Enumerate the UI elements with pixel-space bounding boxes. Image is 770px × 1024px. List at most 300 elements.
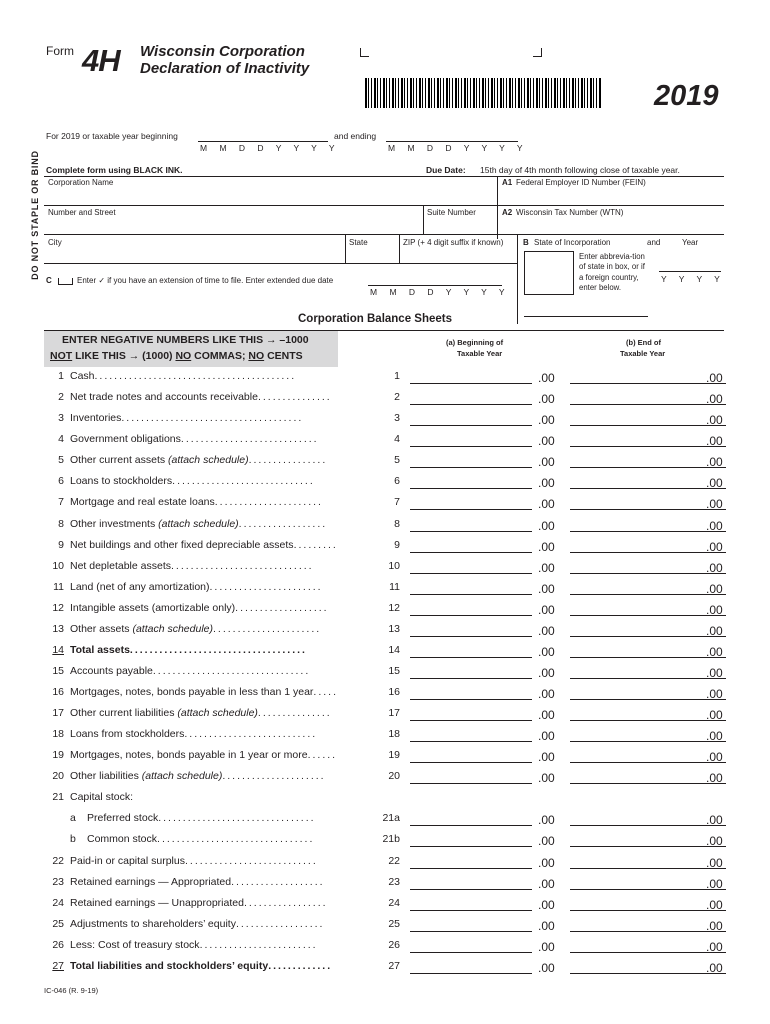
amount-field-end[interactable]: [570, 636, 726, 637]
cents-end: .00: [706, 750, 723, 764]
line-ref: 19: [388, 749, 400, 761]
line-number: 5: [58, 454, 64, 466]
line-ref: 16: [388, 686, 400, 698]
amount-field-end[interactable]: [570, 699, 726, 700]
amount-field-beginning[interactable]: [410, 425, 532, 426]
balance-line-10: [44, 560, 734, 581]
line-number: 6: [58, 475, 64, 487]
amount-field-beginning[interactable]: [410, 868, 532, 869]
balance-line-21a: [44, 812, 734, 833]
amount-field-end[interactable]: [570, 678, 726, 679]
amount-field-end[interactable]: [570, 383, 726, 384]
line-label: Intangible assets (amortizable only): [70, 602, 236, 614]
line-ref: 5: [394, 454, 400, 466]
cents-beginning: .00: [538, 687, 555, 701]
row4-rule: [44, 263, 517, 264]
amount-field-end[interactable]: [570, 531, 726, 532]
balance-line-2: [44, 391, 734, 412]
line-number: 25: [52, 918, 64, 930]
line-description: [70, 581, 370, 593]
amount-field-beginning[interactable]: [410, 615, 532, 616]
amount-field-beginning[interactable]: [410, 446, 532, 447]
line-label: Mortgage and real estate loans: [70, 496, 215, 508]
line-number: 22: [52, 855, 64, 867]
amount-field-beginning[interactable]: [410, 573, 532, 574]
amount-field-beginning[interactable]: [410, 467, 532, 468]
line-description: [70, 518, 370, 530]
balance-line-3: [44, 412, 734, 433]
incorp-and-label: and: [647, 238, 661, 247]
line-ref: 1: [394, 370, 400, 382]
cents-beginning: .00: [538, 729, 555, 743]
amount-field-beginning[interactable]: [410, 741, 532, 742]
line-label: Mortgages, notes, bonds payable in 1 year or more: [70, 749, 308, 761]
line-number: 17: [52, 707, 64, 719]
line-description: [70, 602, 370, 614]
row2-rule: [44, 205, 724, 206]
line-description: [70, 644, 370, 656]
line-ref: 20: [388, 770, 400, 782]
amount-field-beginning[interactable]: [410, 952, 532, 953]
amount-field-end[interactable]: [570, 404, 726, 405]
leader-dots: .........................................: [94, 370, 297, 382]
line-ref: 14: [388, 644, 400, 656]
amount-field-beginning[interactable]: [410, 931, 532, 932]
cents-end: .00: [706, 729, 723, 743]
amount-field-end[interactable]: [570, 973, 726, 974]
line-ref: 12: [388, 602, 400, 614]
line-number: 13: [52, 623, 64, 635]
line-description: [70, 855, 370, 867]
balance-line-21: [44, 791, 734, 812]
amount-field-end[interactable]: [570, 741, 726, 742]
line-ref: 11: [389, 581, 400, 593]
leader-dots: ......................: [213, 623, 322, 635]
cents-end: .00: [706, 582, 723, 596]
line-description: [70, 897, 370, 909]
line-label: Other current liabilities: [70, 707, 178, 719]
cents-beginning: .00: [538, 919, 555, 933]
line-number: 19: [52, 749, 64, 761]
city-label: City: [48, 238, 62, 247]
amount-field-beginning[interactable]: [410, 762, 532, 763]
cents-beginning: .00: [538, 771, 555, 785]
info-top-rule: [44, 176, 724, 177]
period-beginning-format: M M D D Y Y Y Y: [200, 143, 340, 153]
cents-beginning: .00: [538, 603, 555, 617]
cents-end: .00: [706, 877, 723, 891]
line-label: Loans to stockholders: [70, 475, 173, 487]
balance-line-17: [44, 707, 734, 728]
amount-field-beginning[interactable]: [410, 383, 532, 384]
amount-field-beginning[interactable]: [410, 889, 532, 890]
line-description: [70, 496, 370, 508]
line-label: Retained earnings — Appropriated: [70, 876, 232, 888]
line-description: [70, 918, 370, 930]
negative-no-1: NO: [175, 350, 192, 362]
fein-divider: [497, 176, 498, 239]
leader-dots: ...................: [231, 876, 325, 888]
cents-beginning: .00: [538, 813, 555, 827]
balance-line-4: [44, 433, 734, 454]
line-number: 21: [52, 791, 64, 803]
line-ref: 6: [394, 475, 400, 487]
line-description: [70, 686, 370, 698]
suite-divider: [423, 205, 424, 234]
leader-dots: .......................: [209, 581, 323, 593]
negative-line1: ENTER NEGATIVE NUMBERS LIKE THIS → –1000: [62, 334, 309, 346]
line-label: Total assets: [70, 644, 130, 656]
cents-beginning: .00: [538, 666, 555, 680]
zip-label: ZIP (+ 4 digit suffix if known): [403, 238, 504, 247]
amount-field-end[interactable]: [570, 931, 726, 932]
amount-field-beginning[interactable]: [410, 910, 532, 911]
line-label: Common stock: [87, 833, 158, 845]
line-description: [70, 560, 370, 572]
incorp-year-field[interactable]: [659, 271, 721, 272]
negative-like-this: LIKE THIS → (1000): [75, 350, 173, 362]
line-ref: 3: [394, 412, 400, 424]
cents-end: .00: [706, 687, 723, 701]
leader-dots: ...............: [257, 391, 332, 403]
cents-beginning: .00: [538, 371, 555, 385]
amount-field-beginning[interactable]: [410, 657, 532, 658]
amount-field-beginning[interactable]: [410, 825, 532, 826]
cents-end: .00: [706, 666, 723, 680]
balance-line-24: [44, 897, 734, 918]
cents-end: .00: [706, 476, 723, 490]
negative-no-2: NO: [248, 350, 265, 362]
line-ref: 21a: [382, 812, 400, 824]
line-note: (attach schedule): [132, 623, 213, 635]
amount-field-beginning[interactable]: [410, 699, 532, 700]
line-note: (attach schedule): [168, 454, 249, 466]
amount-field-end[interactable]: [570, 594, 726, 595]
zip-divider: [399, 234, 400, 263]
balance-line-22: [44, 855, 734, 876]
ext-text: Enter ✓ if you have an extension of time to file. Enter extended due date: [77, 276, 334, 285]
amount-field-beginning[interactable]: [410, 552, 532, 553]
cents-end: .00: [706, 561, 723, 575]
balance-line-5: [44, 454, 734, 475]
leader-dots: ...............: [257, 707, 332, 719]
line-ref: 22: [388, 855, 400, 867]
line-number: 24: [52, 897, 64, 909]
cents-end: .00: [706, 813, 723, 827]
corner-mark-right: [533, 48, 542, 57]
row3-rule: [44, 234, 724, 235]
line-number: 2: [58, 391, 64, 403]
line-note: (attach schedule): [141, 770, 223, 782]
amount-field-end[interactable]: [570, 952, 726, 953]
amount-field-end[interactable]: [570, 509, 726, 510]
cents-end: .00: [706, 940, 723, 954]
amount-field-beginning[interactable]: [410, 720, 532, 721]
incorp-label: State of Incorporation: [534, 238, 611, 247]
amount-field-beginning[interactable]: [410, 846, 532, 847]
cents-beginning: .00: [538, 961, 555, 975]
balance-line-19: [44, 749, 734, 770]
line-ref: 8: [394, 518, 400, 530]
line-description: [70, 770, 370, 782]
fein-label: Federal Employer ID Number (FEIN): [516, 178, 646, 187]
line-description: [70, 454, 370, 466]
line-number: 20: [52, 770, 64, 782]
cents-end: .00: [706, 898, 723, 912]
ext-checkbox[interactable]: [58, 278, 73, 285]
negative-not: NOT: [50, 350, 73, 362]
cents-beginning: .00: [538, 856, 555, 870]
cents-end: .00: [706, 392, 723, 406]
leader-dots: ................................: [158, 812, 316, 824]
line-label: Adjustments to shareholders’ equity: [70, 918, 236, 930]
amount-field-beginning[interactable]: [410, 509, 532, 510]
line-description: [70, 391, 370, 403]
balance-line-23: [44, 876, 734, 897]
line-label: Net trade notes and accounts receivable: [70, 391, 258, 403]
line-ref: 21b: [382, 833, 400, 845]
balance-heading: Corporation Balance Sheets: [298, 313, 453, 325]
cents-end: .00: [706, 771, 723, 785]
cents-end: .00: [706, 961, 723, 975]
footer-form-code: IC-046 (R. 9-19): [44, 986, 99, 995]
line-note: (attach schedule): [177, 707, 258, 719]
cents-beginning: .00: [538, 392, 555, 406]
line-label: Accounts payable: [70, 665, 153, 677]
line-label: Paid-in or capital surplus: [70, 855, 185, 867]
period-beginning-field[interactable]: [198, 141, 328, 142]
line-number: 15: [52, 665, 64, 677]
amount-field-end[interactable]: [570, 762, 726, 763]
balance-line-14: [44, 644, 734, 665]
wtn-label: Wisconsin Tax Number (WTN): [516, 208, 624, 217]
line-label: Less: Cost of treasury stock: [70, 939, 200, 951]
leader-dots: ............................: [180, 433, 319, 445]
due-label: Due Date:: [426, 165, 466, 175]
line-ref: 18: [388, 728, 400, 740]
leader-dots: ................: [248, 454, 328, 466]
period-ending-field[interactable]: [386, 141, 518, 142]
corp-name-label: Corporation Name: [48, 178, 114, 187]
cents-end: .00: [706, 603, 723, 617]
street-label: Number and Street: [48, 208, 116, 217]
line-description: [70, 707, 370, 719]
cents-end: .00: [706, 540, 723, 554]
cents-beginning: .00: [538, 519, 555, 533]
line-number: 7: [58, 496, 64, 508]
abbrev-text: Enter abbrevia-tion of state in box, or if a foreign country, enter below.: [579, 252, 645, 292]
line-ref: 13: [388, 623, 400, 635]
amount-field-end[interactable]: [570, 825, 726, 826]
line-description: [70, 728, 370, 740]
line-number: 26: [52, 939, 64, 951]
line-number: b: [70, 833, 76, 845]
cents-beginning: .00: [538, 413, 555, 427]
cents-beginning: .00: [538, 645, 555, 659]
balance-line-8: [44, 518, 734, 539]
amount-field-end[interactable]: [570, 615, 726, 616]
amount-field-end[interactable]: [570, 573, 726, 574]
balance-line-6: [44, 475, 734, 496]
line-ref: 9: [394, 539, 400, 551]
form-year: 2019: [654, 80, 719, 112]
period-ending-label: and ending: [334, 131, 377, 141]
amount-field-end[interactable]: [570, 552, 726, 553]
line-description: [70, 960, 370, 972]
line-description: [70, 876, 370, 888]
cents-beginning: .00: [538, 708, 555, 722]
line-description: [70, 370, 370, 382]
negative-commas: COMMAS;: [194, 350, 246, 362]
line-description: [70, 433, 370, 445]
amount-field-beginning[interactable]: [410, 636, 532, 637]
amount-field-end[interactable]: [570, 425, 726, 426]
line-description: [70, 939, 370, 951]
amount-field-end[interactable]: [570, 910, 726, 911]
line-ref: 27: [388, 960, 400, 972]
amount-field-end[interactable]: [570, 446, 726, 447]
line-number: 8: [58, 518, 64, 530]
form-number: 4H: [82, 43, 120, 78]
line-label: Net depletable assets: [70, 560, 171, 572]
cents-beginning: .00: [538, 497, 555, 511]
cents-beginning: .00: [538, 750, 555, 764]
line-ref: 24: [388, 897, 400, 909]
cents-end: .00: [706, 371, 723, 385]
negative-cents: CENTS: [267, 350, 303, 362]
foreign-country-field[interactable]: [524, 316, 648, 317]
line-number: 18: [52, 728, 64, 740]
leader-dots: ................................: [157, 833, 315, 845]
cents-beginning: .00: [538, 476, 555, 490]
state-label: State: [349, 238, 368, 247]
leader-dots: ...........................: [184, 855, 318, 867]
line-number: 4: [58, 433, 64, 445]
line-number: 10: [52, 560, 64, 572]
balance-line-27: [44, 960, 734, 981]
col-b-header-2: Taxable Year: [620, 349, 666, 358]
balance-line-20: [44, 770, 734, 791]
line-label: Other current assets: [70, 454, 169, 466]
incorp-code: B: [523, 238, 529, 247]
leader-dots: ...........................: [184, 728, 318, 740]
leader-dots: ....................................: [129, 644, 307, 656]
balance-line-25: [44, 918, 734, 939]
line-number: a: [70, 812, 76, 824]
cents-beginning: .00: [538, 540, 555, 554]
leader-dots: ..................: [235, 918, 325, 930]
leader-dots: .........: [293, 539, 338, 551]
amount-field-end[interactable]: [570, 720, 726, 721]
leader-dots: ......: [307, 749, 338, 761]
cents-beginning: .00: [538, 877, 555, 891]
line-ref: 2: [394, 391, 400, 403]
amount-field-end[interactable]: [570, 846, 726, 847]
col-a-header-2: Taxable Year: [457, 349, 503, 358]
amount-field-end[interactable]: [570, 889, 726, 890]
amount-field-beginning[interactable]: [410, 531, 532, 532]
form-label: Form: [46, 44, 74, 58]
balance-line-7: [44, 496, 734, 517]
line-label: Loans from stockholders: [70, 728, 185, 740]
line-ref: 23: [388, 876, 400, 888]
ext-date-format: M M D D Y Y Y Y: [370, 287, 510, 297]
line-description: [70, 475, 370, 487]
ink-note: Complete form using BLACK INK.: [46, 165, 183, 175]
leader-dots: .............................: [172, 475, 315, 487]
balance-line-13: [44, 623, 734, 644]
cents-beginning: .00: [538, 434, 555, 448]
line-label: Government obligations: [70, 433, 181, 445]
amount-field-beginning[interactable]: [410, 783, 532, 784]
line-label: Capital stock:: [70, 791, 134, 803]
amount-field-end[interactable]: [570, 783, 726, 784]
line-ref: 4: [394, 433, 400, 445]
line-label: Land (net of any amortization): [70, 581, 210, 593]
amount-field-beginning[interactable]: [410, 404, 532, 405]
line-description: [70, 791, 370, 803]
line-number: 12: [52, 602, 64, 614]
amount-field-end[interactable]: [570, 657, 726, 658]
amount-field-beginning[interactable]: [410, 594, 532, 595]
line-description: [87, 812, 370, 824]
line-label: Other investments: [70, 518, 159, 530]
amount-field-beginning[interactable]: [410, 973, 532, 974]
line-ref: 10: [388, 560, 400, 572]
cents-beginning: .00: [538, 624, 555, 638]
side-text: DO NOT STAPLE OR BIND: [30, 150, 40, 280]
amount-field-beginning[interactable]: [410, 678, 532, 679]
cents-end: .00: [706, 519, 723, 533]
cents-beginning: .00: [538, 940, 555, 954]
wtn-code: A2: [502, 208, 513, 217]
leader-dots: .....................: [222, 770, 326, 782]
balance-line-12: [44, 602, 734, 623]
cents-end: .00: [706, 624, 723, 638]
amount-field-beginning[interactable]: [410, 488, 532, 489]
balance-line-21b: [44, 833, 734, 854]
col-a-header-1: (a) Beginning of: [446, 338, 504, 347]
cents-beginning: .00: [538, 582, 555, 596]
line-note: (attach schedule): [158, 518, 239, 530]
leader-dots: ..................: [238, 518, 328, 530]
suite-label: Suite Number: [427, 208, 476, 217]
amount-field-end[interactable]: [570, 868, 726, 869]
line-number: 23: [52, 876, 64, 888]
ext-code: C: [46, 276, 52, 285]
balance-line-11: [44, 581, 734, 602]
cents-beginning: .00: [538, 455, 555, 469]
amount-field-end[interactable]: [570, 488, 726, 489]
balance-line-26: [44, 939, 734, 960]
balance-line-18: [44, 728, 734, 749]
line-description: [70, 412, 370, 424]
balance-line-16: [44, 686, 734, 707]
cents-end: .00: [706, 455, 723, 469]
incorp-divider: [517, 234, 518, 324]
incorp-state-box[interactable]: [524, 251, 574, 295]
leader-dots: ......................: [214, 496, 323, 508]
amount-field-end[interactable]: [570, 467, 726, 468]
leader-dots: .....................................: [121, 412, 304, 424]
line-ref: 25: [388, 918, 400, 930]
ext-date-field[interactable]: [368, 285, 502, 286]
line-ref: 26: [388, 939, 400, 951]
line-label: Other liabilities: [70, 770, 142, 782]
period-beginning-label: For 2019 or taxable year beginning: [46, 131, 178, 141]
line-ref: 15: [388, 665, 400, 677]
leader-dots: .....: [313, 686, 338, 698]
